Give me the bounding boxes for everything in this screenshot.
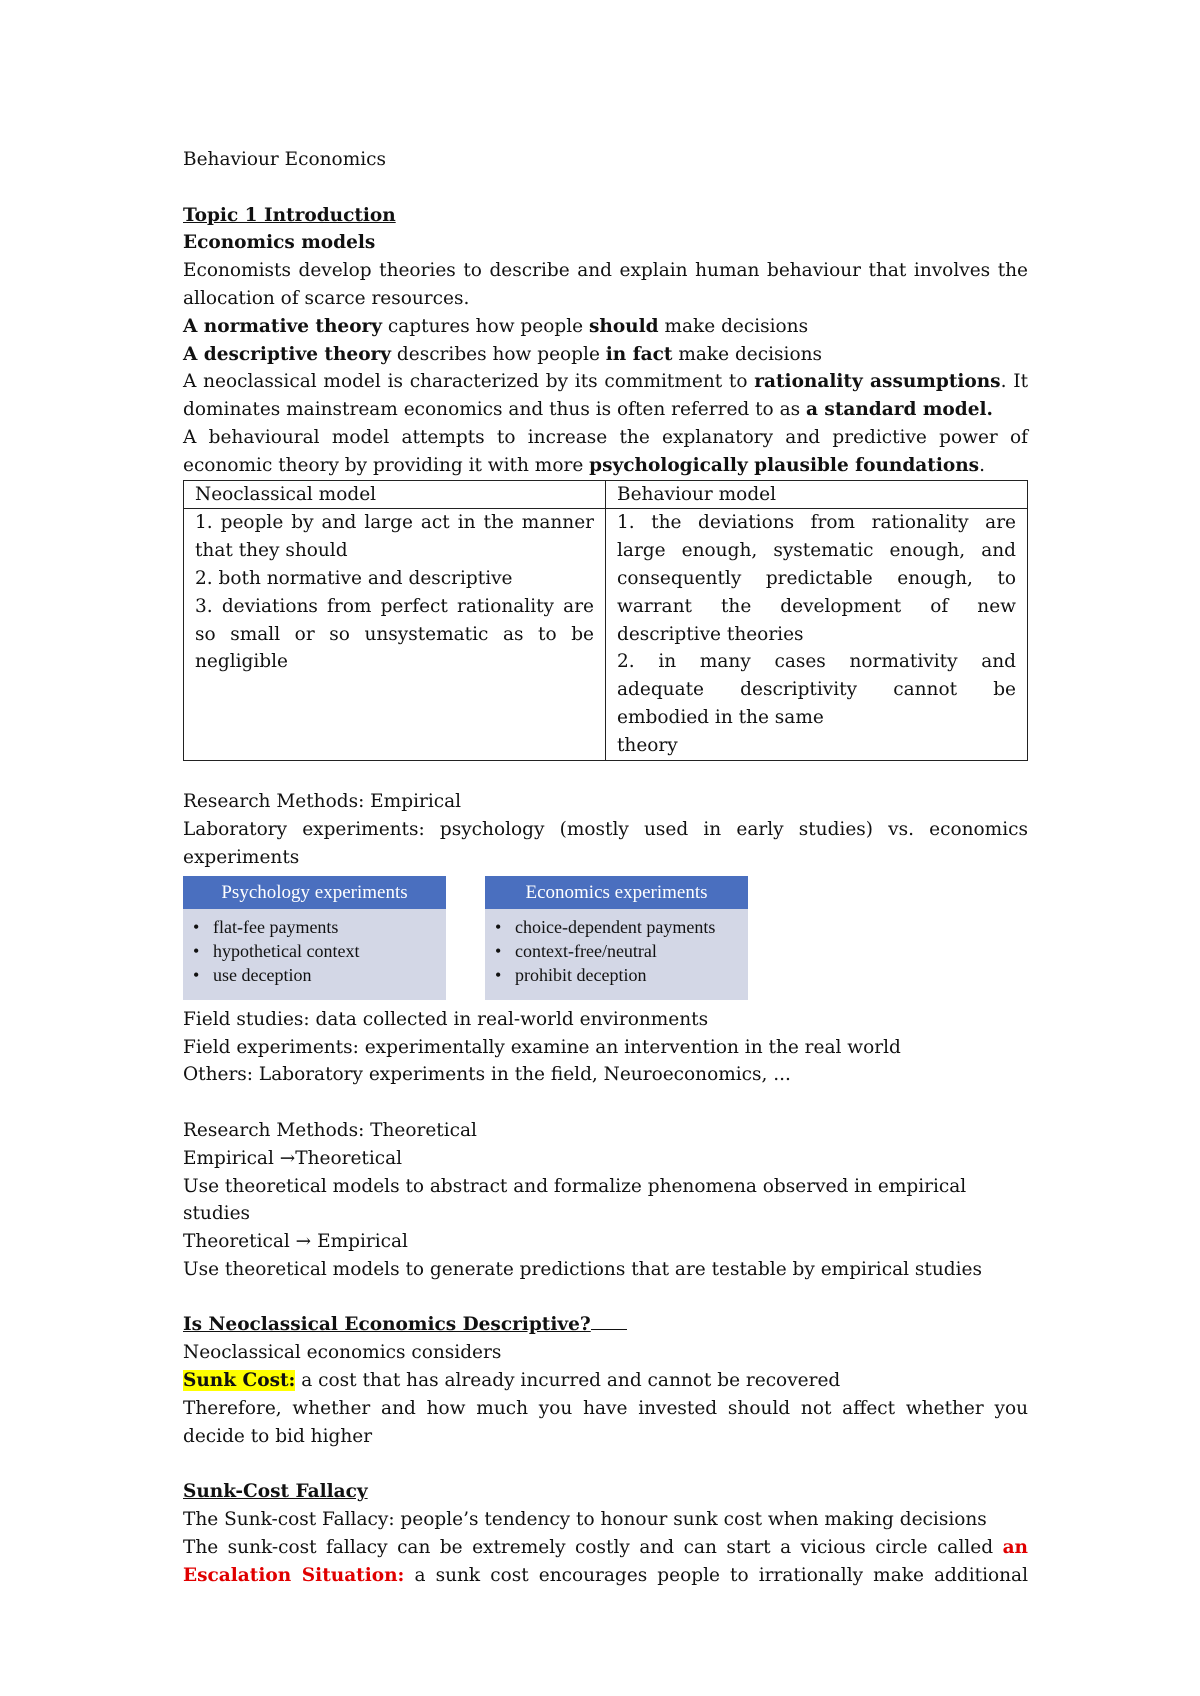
field-experiments-text: Field experiments: experimentally examine an intervention in the real world xyxy=(183,1036,901,1058)
theoretical-to-empirical-text: Use theoretical models to generate predictions that are testable by empirical studies xyxy=(183,1258,982,1280)
theoretical-to-empirical: Theoretical → Empirical xyxy=(183,1231,408,1253)
document-page xyxy=(183,146,1028,1589)
econ-models-text: Economists develop theories to describe and explain human behaviour that involves the allocation of scarce resources. xyxy=(183,260,1028,309)
economics-item: • prohibit deception xyxy=(515,963,748,987)
table-header-neoclassical: Neoclassical model xyxy=(184,480,606,509)
neoclassical-point: 2. both normative and descriptive xyxy=(195,567,513,589)
neoclassical-considers-text: Neoclassical economics considers xyxy=(183,1342,502,1364)
neoclassical-point: 1. people by and large act in the manner that they should xyxy=(195,512,594,562)
normative-theory-line: A normative theory captures how people should make decisions xyxy=(183,315,809,337)
therefore-text: Therefore, whether and how much you have invested should not affect whether you decide to bid higher xyxy=(183,1397,1028,1447)
economics-experiments-box xyxy=(485,876,748,1000)
psychology-experiments-box xyxy=(183,876,446,1000)
experiments-comparison-graphic xyxy=(183,876,1028,1004)
empirical-to-theoretical: Empirical →Theoretical xyxy=(183,1147,403,1169)
lab-experiments-text: Laboratory experiments: psychology (mostly used in early studies) vs. economics experiments xyxy=(183,819,1028,868)
sunk-cost-definition: Sunk Cost: a cost that has already incurred and cannot be recovered xyxy=(183,1370,841,1392)
psychology-item: • use deception xyxy=(213,963,446,987)
behaviour-point: theory xyxy=(617,734,678,756)
table-cell-behaviour xyxy=(606,509,1028,760)
sunk-cost-fallacy-heading: Sunk-Cost Fallacy xyxy=(183,1481,368,1503)
psychology-item: • hypothetical context xyxy=(213,939,446,963)
economics-item: • context-free/neutral xyxy=(515,939,748,963)
sunk-cost-fallacy-text: The Sunk-cost Fallacy: people’s tendency to honour sunk cost when making decisions xyxy=(183,1509,987,1531)
neoclassical-paragraph: A neoclassical model is characterized by its commitment to rationality assumptions. It dominates mainstream economics and thus is often referred to as a standard model. xyxy=(183,371,1028,421)
econ-models-heading: Economics models xyxy=(183,232,376,254)
economics-box-title: Economics experiments xyxy=(485,876,748,909)
research-empirical-heading: Research Methods: Empirical xyxy=(183,791,462,813)
behaviour-point: 1. the deviations from rationality are large enough, systematic enough, and consequently predictable enough, to warrant the development of new descriptive theories xyxy=(617,512,1016,645)
empirical-to-theoretical-text: Use theoretical models to abstract and formalize phenomena observed in empirical studies xyxy=(183,1175,967,1225)
economics-item: • choice-dependent payments xyxy=(515,915,748,939)
research-theoretical-heading: Research Methods: Theoretical xyxy=(183,1119,477,1141)
table-cell-neoclassical xyxy=(184,509,606,760)
descriptive-theory-line: A descriptive theory describes how people in fact make decisions xyxy=(183,343,822,365)
neoclassical-point: 3. deviations from perfect rationality are so small or so unsystematic as to be negligible xyxy=(195,595,594,673)
behavioural-paragraph: A behavioural model attempts to increase the explanatory and predictive power of economic theory by providing it with more psychologically plausible foundations. xyxy=(183,426,1028,476)
escalation-paragraph: The sunk-cost fallacy can be extremely costly and can start a vicious circle called an Escalation Situation: a sunk cost encourages people to irrationally make additional xyxy=(183,1536,1028,1586)
topic1-heading: Topic 1 Introduction xyxy=(183,204,396,226)
behaviour-point: 2. in many cases normativity and adequate descriptivity cannot be embodied in the same xyxy=(617,651,1016,728)
psychology-item: • flat-fee payments xyxy=(213,915,446,939)
arrow-right-icon: → xyxy=(295,1231,312,1253)
others-text: Others: Laboratory experiments in the field, Neuroeconomics, ... xyxy=(183,1064,791,1086)
psychology-box-title: Psychology experiments xyxy=(183,876,446,909)
neoclassical-descriptive-heading: Is Neoclassical Economics Descriptive? xyxy=(183,1311,1028,1339)
model-comparison-table xyxy=(183,480,1028,761)
table-header-behaviour: Behaviour model xyxy=(606,480,1028,509)
arrow-right-icon: → xyxy=(279,1147,296,1169)
field-studies-text: Field studies: data collected in real-world environments xyxy=(183,1008,709,1030)
document-title: Behaviour Economics xyxy=(183,149,387,170)
